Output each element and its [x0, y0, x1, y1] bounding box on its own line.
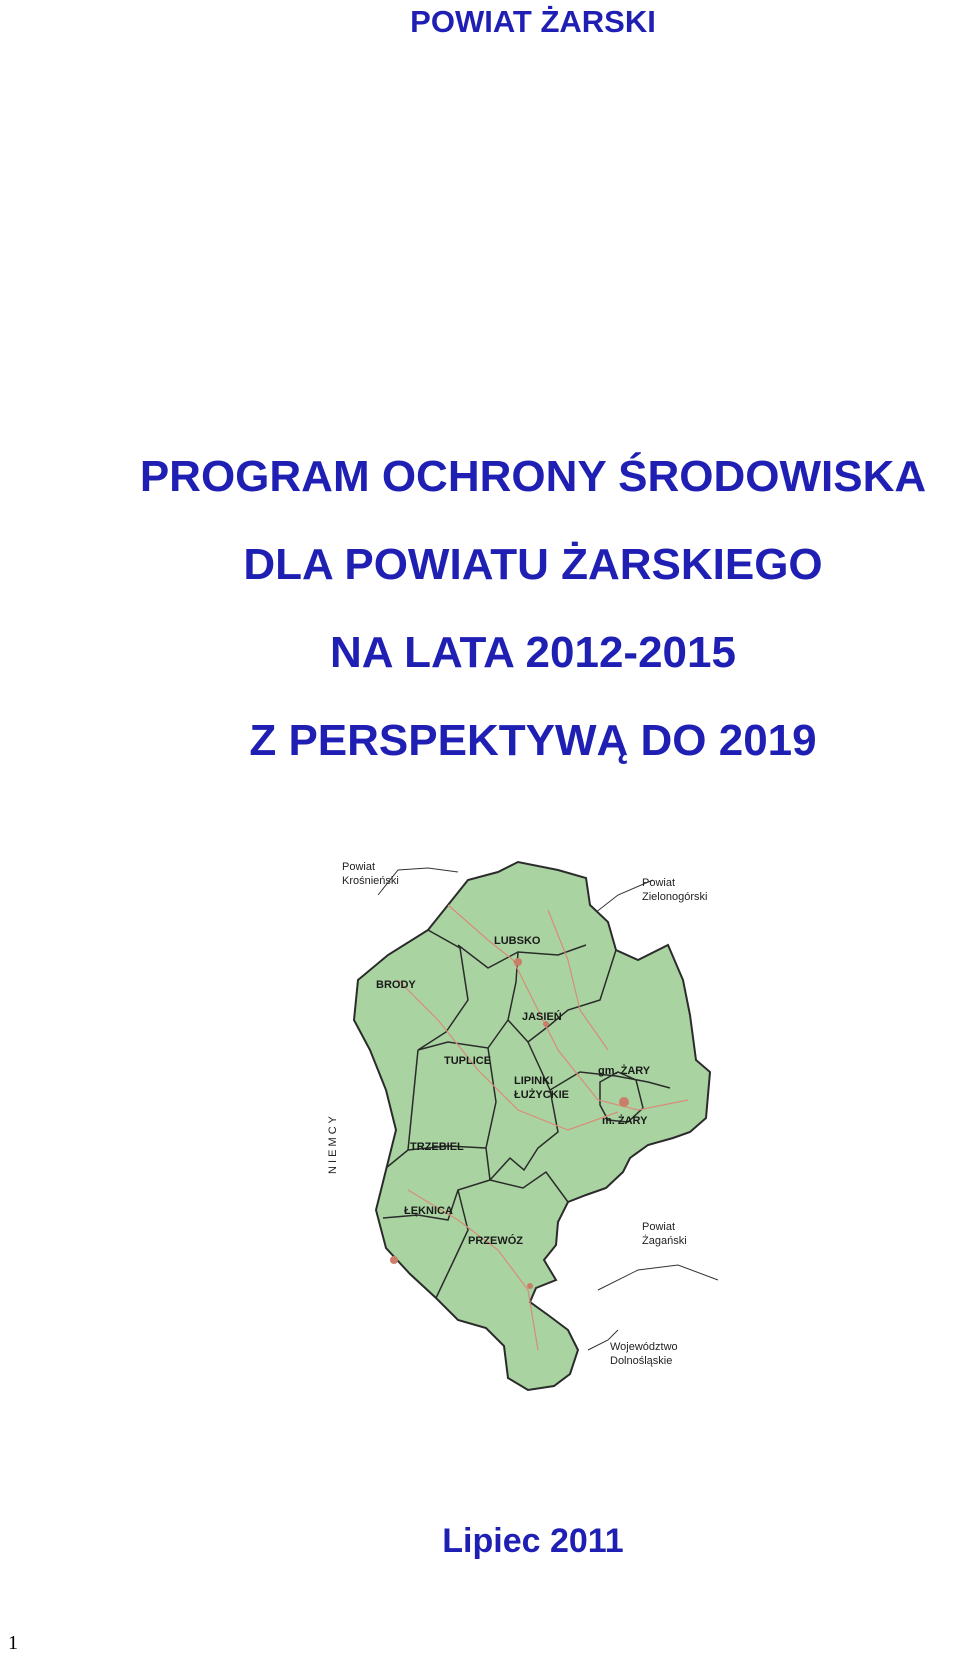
label-leknica: ŁĘKNICA: [404, 1205, 453, 1217]
title-line-3: NA LATA 2012-2015: [330, 628, 736, 677]
label-gm-zary: gm. ŻARY: [598, 1065, 651, 1077]
title-line-4: Z PERSPEKTYWĄ DO 2019: [249, 716, 817, 765]
label-jasien: JASIEŃ: [522, 1011, 562, 1023]
title-line-2: DLA POWIATU ŻARSKIEGO: [243, 540, 823, 589]
label-neighbor-krosno-2: Krośnieński: [342, 875, 399, 887]
label-brody: BRODY: [376, 979, 416, 991]
county-map: [318, 850, 738, 1410]
label-neighbor-zielona-1: Powiat: [642, 877, 676, 889]
label-neighbor-germany: N I E M C Y: [327, 1116, 339, 1174]
neighbor-border-east: [598, 1265, 718, 1290]
title-line-1: PROGRAM OCHRONY ŚRODOWISKA: [139, 452, 927, 501]
label-neighbor-dolnoslaskie-1: Województwo: [610, 1341, 678, 1353]
publication-date: Lipiec 2011: [442, 1522, 624, 1560]
label-neighbor-zagan-2: Żagański: [642, 1235, 687, 1247]
label-lipinki-2: ŁUŻYCKIE: [514, 1089, 569, 1101]
label-neighbor-dolnoslaskie-2: Dolnośląskie: [610, 1355, 673, 1367]
label-trzebiel: TRZEBIEL: [410, 1141, 464, 1153]
label-lubsko: LUBSKO: [494, 935, 541, 947]
label-m-zary: m. ŻARY: [602, 1115, 648, 1127]
label-przewoz: PRZEWÓZ: [468, 1235, 523, 1247]
label-neighbor-zielona-2: Zielonogórski: [642, 891, 708, 903]
label-neighbor-krosno-1: Powiat: [342, 861, 376, 873]
label-lipinki-1: LIPINKI: [514, 1075, 554, 1087]
label-tuplice: TUPLICE: [444, 1055, 492, 1067]
label-neighbor-zagan-1: Powiat: [642, 1221, 676, 1233]
county-header: POWIAT ŻARSKI: [410, 4, 656, 39]
page-number: 1: [8, 1632, 18, 1654]
